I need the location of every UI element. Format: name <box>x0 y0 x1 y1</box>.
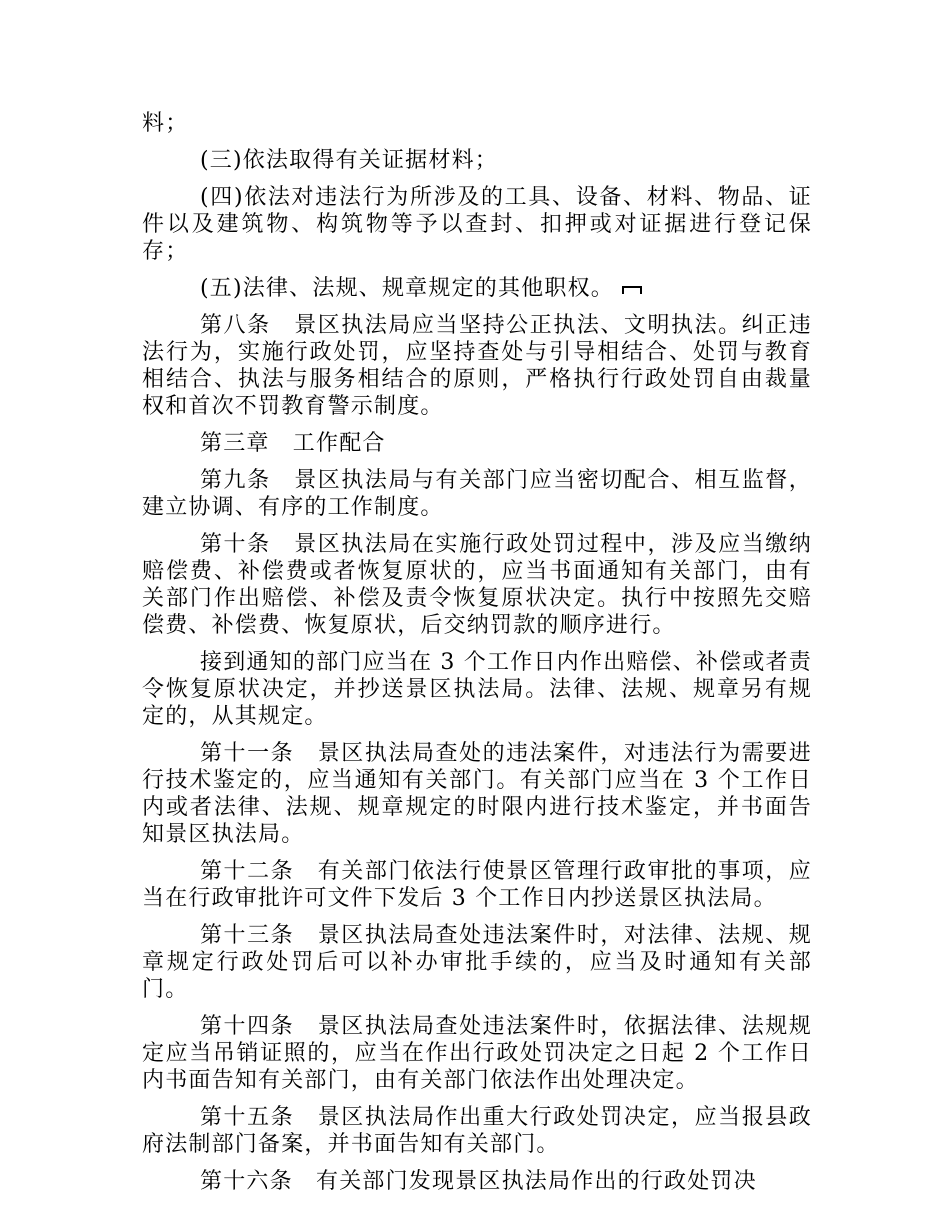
article-14: 第十四条 景区执法局查处违法案件时，依据法律、法规规定应当吊销证照的，应当在作出行政处罚决定之日起 2 个工作日内书面告知有关部门，由有关部门依法作出处理决定。 <box>142 1014 812 1093</box>
article-11: 第十一条 景区执法局查处的违法案件，对违法行为需要进行技术鉴定的，应当通知有关部门。有关部门应当在 3 个工作日内或者法律、法规、规章规定的时限内进行技术鉴定，并书面告知景区执法局。 <box>142 741 812 847</box>
article-13: 第十三条 景区执法局查处违法案件时，对法律、法规、规章规定行政处罚后可以补办审批手续的，应当及时通知有关部门。 <box>142 923 812 1002</box>
article-16: 第十六条 有关部门发现景区执法局作出的行政处罚决 <box>200 1169 757 1194</box>
edit-mark-icon <box>622 284 642 294</box>
document-page <box>142 110 812 1205</box>
paragraph-item-5-text: (五)法律、法规、规章规定的其他职权。 <box>200 276 614 301</box>
paragraph-item-4: (四)依法对违法行为所涉及的工具、设备、材料、物品、证件以及建筑物、构筑物等予以查封、扣押或对证据进行登记保存； <box>142 185 812 264</box>
paragraph-continuation: 料； <box>142 111 189 136</box>
article-10-paragraph-2: 接到通知的部门应当在 3 个工作日内作出赔偿、补偿或者责令恢复原状决定，并抄送景区执法局。法律、法规、规章另有规定的，从其规定。 <box>142 650 812 729</box>
article-8: 第八条 景区执法局应当坚持公正执法、文明执法。纠正违法行为，实施行政处罚，应坚持查处与引导相结合、处罚与教育相结合、执法与服务相结合的原则，严格执行行政处罚自由裁量权和首次不罚教育警示制度。 <box>142 313 812 419</box>
article-10: 第十条 景区执法局在实施行政处罚过程中，涉及应当缴纳赔偿费、补偿费或者恢复原状的，应当书面通知有关部门，由有关部门作出赔偿、补偿及责令恢复原状决定。执行中按照先交赔偿费、补偿费、恢复原状，后交纳罚款的顺序进行。 <box>142 532 812 638</box>
paragraph-item-3: (三)依法取得有关证据材料； <box>200 148 498 173</box>
paragraph-item-5 <box>142 275 812 302</box>
chapter-3-heading: 第三章 工作配合 <box>200 431 386 456</box>
article-12: 第十二条 有关部门依法行使景区管理行政审批的事项，应当在行政审批许可文件下发后 3 个工作日内抄送景区执法局。 <box>142 859 812 911</box>
article-9: 第九条 景区执法局与有关部门应当密切配合、相互监督，建立协调、有序的工作制度。 <box>142 468 812 520</box>
article-15: 第十五条 景区执法局作出重大行政处罚决定，应当报县政府法制部门备案，并书面告知有关部门。 <box>142 1105 812 1157</box>
